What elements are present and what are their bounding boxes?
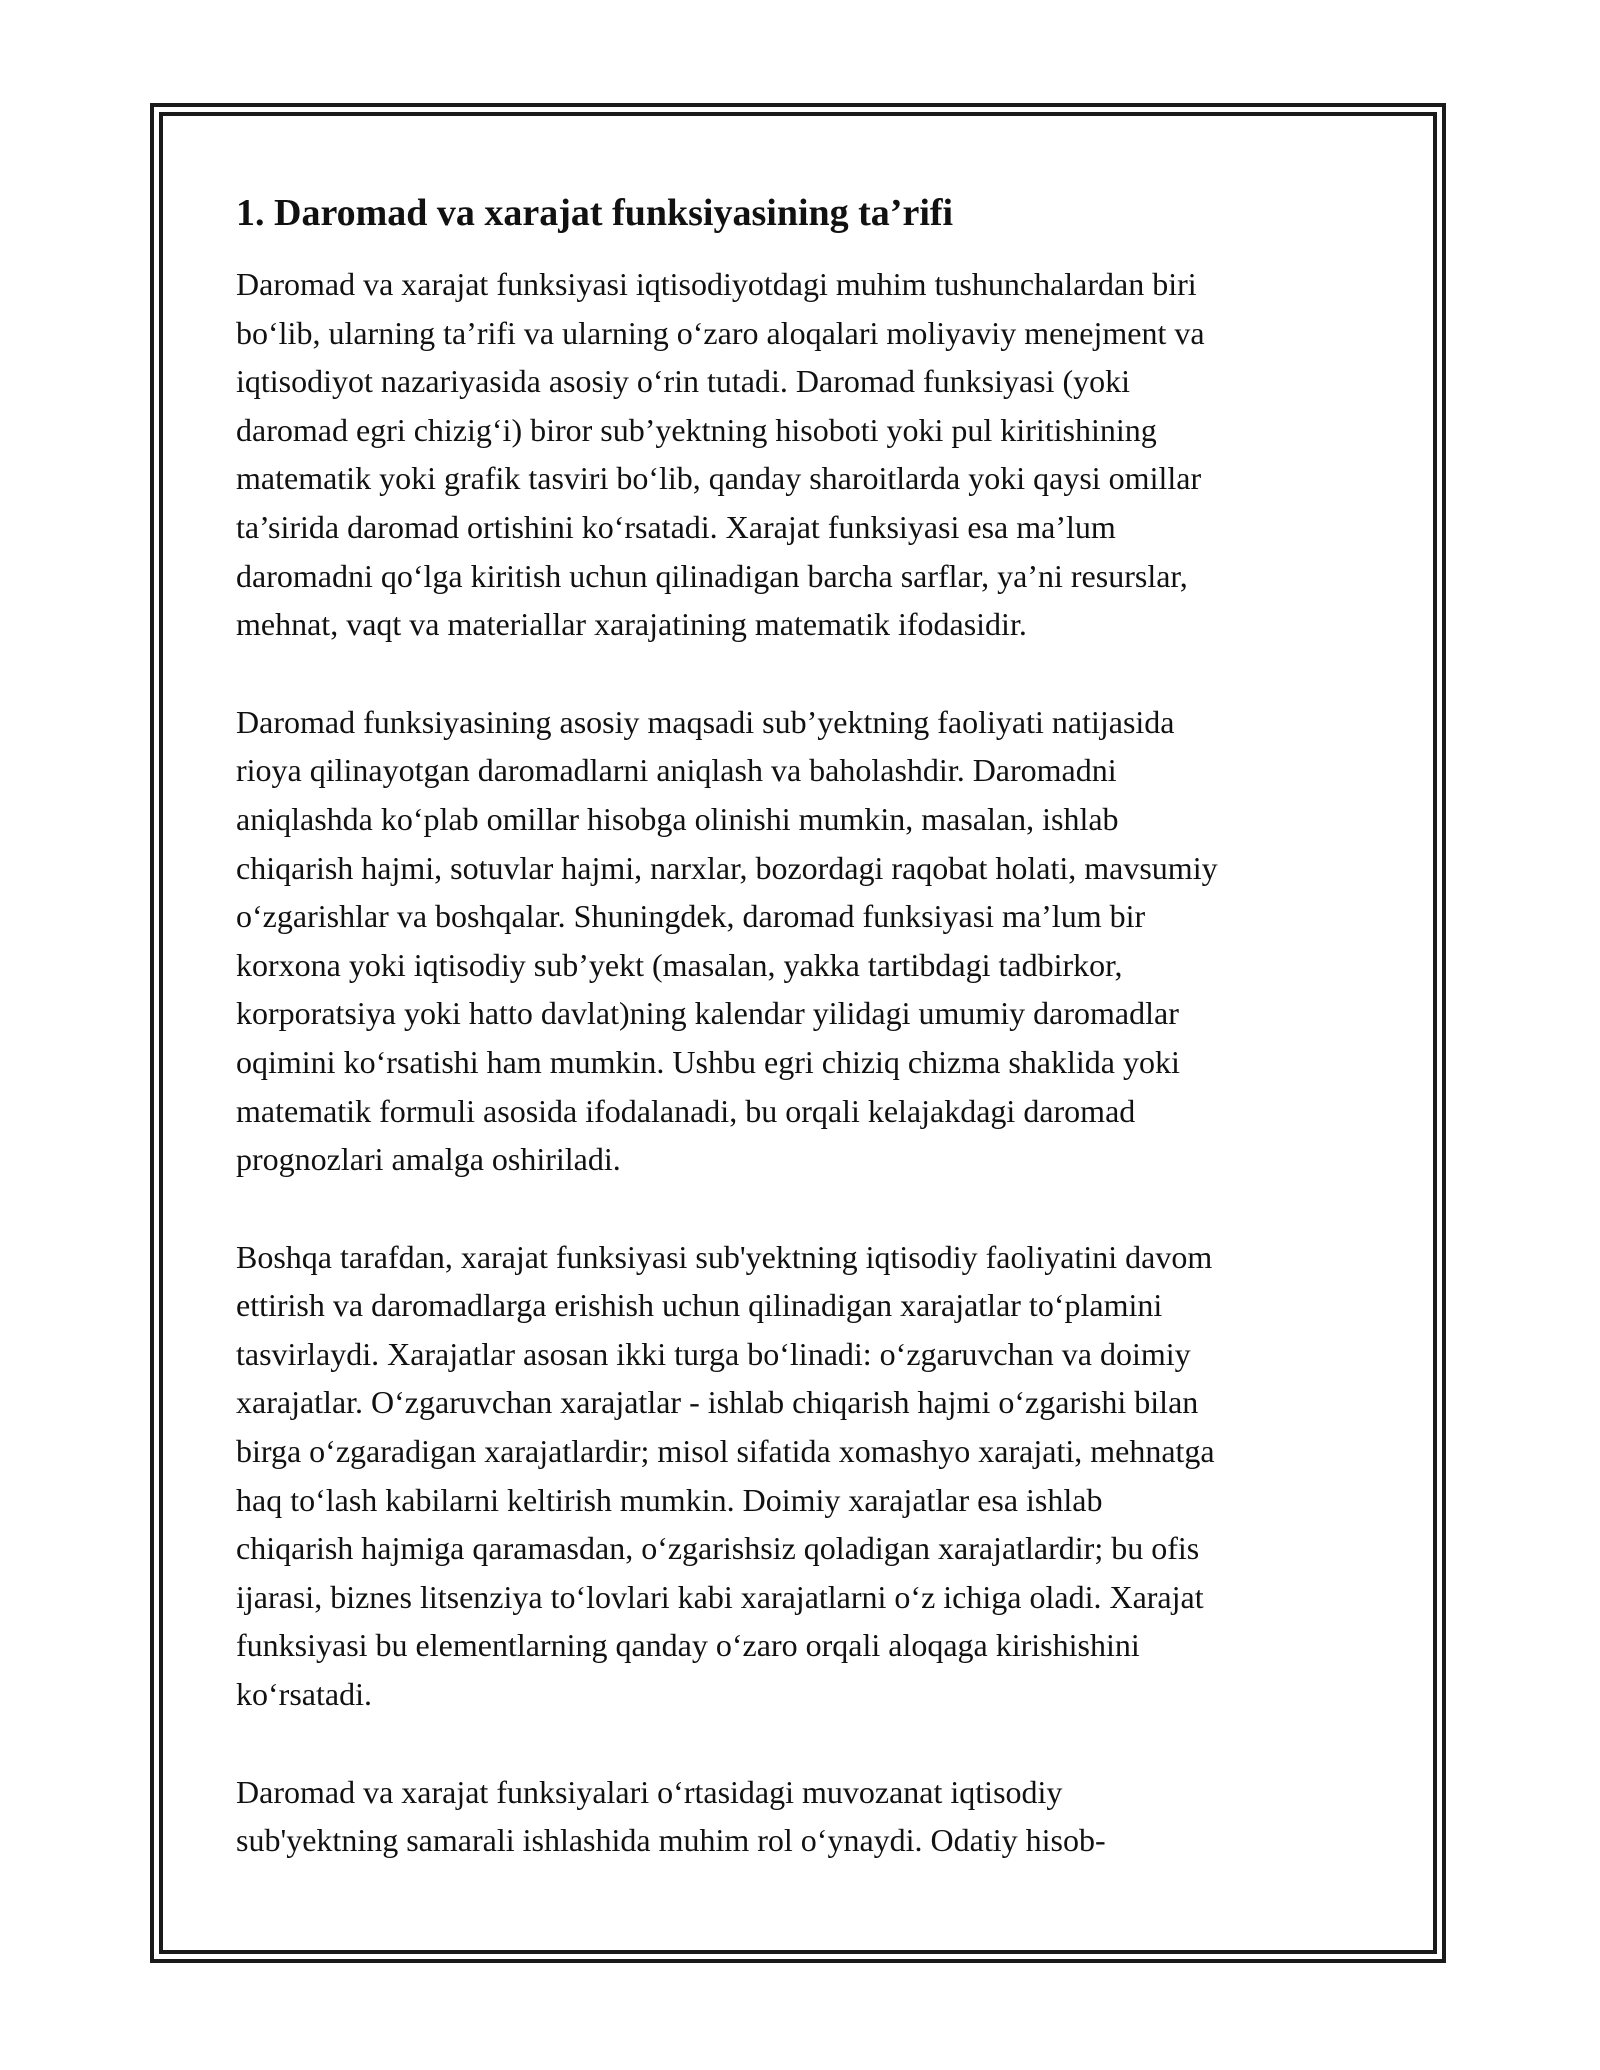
section-heading: 1. Daromad va xarajat funksiyasining ta’rifi [236, 192, 954, 234]
paragraph-1: Daromad va xarajat funksiyasi iqtisodiyotdagi muhim tushunchalardan biri bo‘lib, ularning ta’rifi va ularning o‘zaro aloqalari moliyaviy menejment va iqtisodiyot nazariyasida asosiy o‘rin tutadi. Daromad funksiyasi (yoki daromad egri chizig‘i) biror sub’yektning hisoboti yoki pul kiritishining matematik yoki grafik tasviri bo‘lib, qanday sharoitlarda yoki qaysi omillar ta’sirida daromad ortishini ko‘rsatadi. Xarajat funksiyasi esa ma’lum daromadni qo‘lga kiritish uchun qilinadigan barcha sarflar, ya’ni resurslar, mehnat, vaqt va materiallar xarajatining matematik ifodasidir. [236, 266, 1205, 643]
paragraph-2: Daromad funksiyasining asosiy maqsadi sub’yektning faoliyati natijasida rioya qilinayotgan daromadlarni aniqlash va baholashdir. Daromadni aniqlashda ko‘plab omillar hisobga olinishi mumkin, masalan, ishlab chiqarish hajmi, sotuvlar hajmi, narxlar, bozordagi raqobat holati, mavsumiy o‘zgarishlar va boshqalar. Shuningdek, daromad funksiyasi ma’lum bir korxona yoki iqtisodiy sub’yekt (masalan, yakka tartibdagi tadbirkor, korporatsiya yoki hatto davlat)ning kalendar yilidagi umumiy daromadlar oqimini ko‘rsatishi ham mumkin. Ushbu egri chiziq chizma shaklida yoki matematik formuli asosida ifodalanadi, bu orqali kelajakdagi daromad prognozlari amalga oshiriladi. [236, 703, 1218, 1178]
paragraph-4: Daromad va xarajat funksiyalari o‘rtasidagi muvozanat iqtisodiy sub'yektning samarali ishlashida muhim rol o‘ynaydi. Odatiy hisob- [236, 1773, 1106, 1859]
paragraph-3: Boshqa tarafdan, xarajat funksiyasi sub'yektning iqtisodiy faoliyatini davom ettirish va daromadlarga erishish uchun qilinadigan xarajatlar to‘plamini tasvirlaydi. Xarajatlar asosan ikki turga bo‘linadi: o‘zgaruvchan va doimiy xarajatlar. O‘zgaruvchan xarajatlar - ishlab chiqarish hajmi o‘zgarishi bilan birga o‘zgaradigan xarajatlardir; misol sifatida xomashyo xarajati, mehnatga haq to‘lash kabilarni keltirish mumkin. Doimiy xarajatlar esa ishlab chiqarish hajmiga qaramasdan, o‘zgarishsiz qoladigan xarajatlardir; bu ofis ijarasi, biznes litsenziya to‘lovlari kabi xarajatlarni o‘z ichiga oladi. Xarajat funksiyasi bu elementlarning qanday o‘zaro orqali aloqaga kirishishini ko‘rsatadi. [236, 1238, 1215, 1713]
document-body [236, 186, 1376, 1914]
